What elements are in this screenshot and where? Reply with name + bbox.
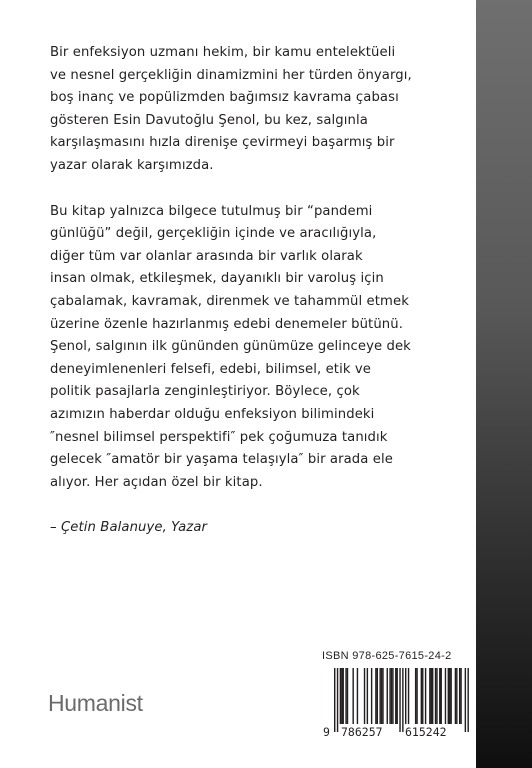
barcode-bar xyxy=(377,668,378,724)
blurb-line: günlüğü” değil, gerçekliğin içinde ve aracılığıyla, xyxy=(50,226,377,242)
blurb-line: gösteren Esin Davutoğlu Şenol, bu kez, salgınla xyxy=(50,112,368,128)
barcode-bar xyxy=(448,668,449,724)
barcode-digits-left: 786257 xyxy=(341,725,383,739)
blurb-line: gelecek ″amatör bir yaşama telaşıyla″ bir arada ele xyxy=(50,452,393,468)
blurb-line: deneyimlenenleri felsefi, edebi, bilimsel, etik ve xyxy=(50,361,371,377)
barcode-bar xyxy=(382,668,383,724)
barcode-bar xyxy=(467,668,468,732)
barcode-bar xyxy=(415,668,416,724)
barcode-bar xyxy=(357,668,358,724)
blurb-line: insan olmak, etkileşmek, dayanıklı bir varoluş için xyxy=(50,271,384,287)
barcode-bar xyxy=(465,668,466,732)
barcode-bar xyxy=(381,668,382,724)
barcode-bar xyxy=(445,668,446,724)
barcode-bar xyxy=(439,668,440,724)
blurb-line: karşılaşmasını hızla direnişe çevirmeyi başarmış bir xyxy=(50,135,395,151)
barcode-bar xyxy=(399,668,400,732)
barcode-bar xyxy=(431,668,432,724)
barcode-bar xyxy=(429,668,430,724)
barcode-bar xyxy=(337,668,338,732)
barcode-bars xyxy=(322,668,470,732)
blurb-line: azımızın haberdar olduğu enfeksiyon bilimindeki xyxy=(50,406,375,422)
blurb-line: alıyor. Her açıdan özel bir kitap. xyxy=(50,474,263,490)
barcode-bar xyxy=(396,668,397,724)
barcode-bar xyxy=(391,668,392,724)
publisher-logo: Humanist xyxy=(48,690,143,716)
blurb-line: üzerine özenle hazırlanmış edebi denemeler bütünü. xyxy=(50,316,403,332)
review-signature: – Çetin Balanuye, Yazar xyxy=(50,520,208,536)
blurb-paragraph-1 xyxy=(50,42,480,178)
blurb-line: Şenol, salgının ilk gününden günümüze gelinceye dek xyxy=(50,339,411,355)
barcode-bar xyxy=(425,668,426,724)
barcode-bar xyxy=(352,668,353,724)
blurb-line: Bu kitap yalnızca bilgece tutulmuş bir “pandemi xyxy=(50,203,373,219)
blurb-line: diğer tüm var olanlar arasında bir varlık olarak xyxy=(50,248,363,264)
barcode-bar xyxy=(389,668,390,724)
barcode-bar xyxy=(405,668,406,724)
barcode-bar xyxy=(364,668,365,724)
barcode-bar xyxy=(371,668,372,724)
barcode-bar xyxy=(455,668,456,724)
barcode-bar xyxy=(422,668,423,724)
barcode-bar xyxy=(341,668,342,724)
isbn-barcode xyxy=(322,668,470,746)
barcode-bar xyxy=(416,668,417,724)
barcode-bar xyxy=(459,668,460,724)
barcode-bar xyxy=(449,668,450,724)
blurb-line: Bir enfeksiyon uzmanı hekim, bir kamu entelektüeli xyxy=(50,45,396,60)
blurb-line: boş inanç ve popülizmden bağımsız kavrama çabası xyxy=(50,90,399,106)
blurb-text xyxy=(50,42,480,540)
spine-strip xyxy=(476,0,532,768)
barcode-bar xyxy=(441,668,442,724)
blurb-paragraph-2 xyxy=(50,201,480,495)
barcode-bar xyxy=(421,668,422,724)
barcode-bar xyxy=(460,668,461,724)
barcode-bar xyxy=(392,668,393,724)
barcode-bar xyxy=(432,668,433,724)
barcode-bar xyxy=(379,668,380,724)
blurb-line: yazar olarak karşımızda. xyxy=(50,157,214,173)
barcode-bar xyxy=(387,668,388,724)
barcode-bar xyxy=(347,668,348,724)
barcode-bar xyxy=(343,668,344,724)
barcode-bar xyxy=(450,668,451,724)
barcode-bar xyxy=(367,668,368,724)
blurb-line: çabalamak, kavramak, direnmek ve tahammül etmek xyxy=(50,293,409,309)
barcode-bar xyxy=(345,668,346,724)
barcode-bar xyxy=(375,668,376,724)
blurb-line: ″nesnel bilimsel perspektifi″ pek çoğumuza tanıdık xyxy=(50,429,388,445)
barcode-digit-first: 9 xyxy=(323,725,330,739)
barcode-digits-right: 615242 xyxy=(405,725,447,739)
barcode-bar xyxy=(435,668,436,724)
barcode-bar xyxy=(436,668,437,724)
isbn-label: ISBN 978-625-7615-24-2 xyxy=(322,650,452,662)
barcode-bar xyxy=(402,668,403,732)
barcode-bar xyxy=(456,668,457,724)
barcode-bar xyxy=(340,668,341,724)
barcode-bar xyxy=(395,668,396,724)
barcode-bar xyxy=(408,668,409,724)
blurb-line: ve nesnel gerçekliğin dinamizmini her türden önyargı, xyxy=(50,67,412,83)
barcode-bar xyxy=(334,668,335,732)
blurb-line: politik pasajlarla zenginleştiriyor. Böylece, çok xyxy=(50,384,360,400)
